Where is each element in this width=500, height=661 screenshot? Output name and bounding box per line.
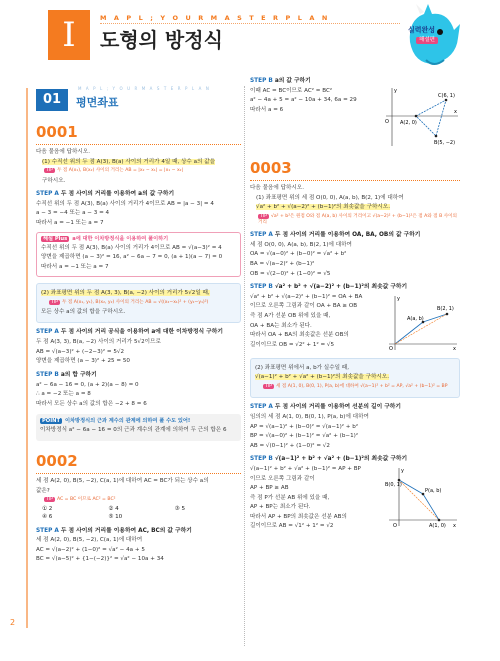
y-axis-label: y — [397, 295, 400, 302]
point-note-box — [36, 414, 241, 441]
right-column — [250, 72, 460, 533]
step-b-heading: STEP B a의 값 구하기 — [250, 78, 311, 84]
graph-points-abc — [380, 86, 460, 148]
step-a-heading: STEP A 두 점 사이의 거리를 이용하여 OA, BA, OB의 값 구하기 — [250, 232, 421, 239]
solution-line: OB = √(2−0)² + (1−0)² = √5 — [250, 270, 331, 277]
question-text-cont: 구하시오. — [42, 177, 66, 184]
y-axis-label: y — [401, 467, 404, 474]
origin-label: O — [385, 118, 389, 125]
solution-line: 따라서 AP + BP의 최솟값은 선분 AB의 — [250, 513, 347, 520]
question-expression: √(a−1)² + b² + √a² + (b−1)²의 최솟값을 구하시오. — [255, 374, 389, 381]
point-label-p: P(a, b) — [425, 487, 442, 494]
problem-number: 0001 — [36, 123, 78, 141]
problem-number: 0002 — [36, 451, 78, 470]
question-text: (2) 좌표평면 위의 두 점 A(3, 3), B(a, −2) 사이의 거리가 5√2일 때, — [41, 290, 210, 297]
choice-1: ① 2 — [42, 506, 53, 513]
origin-label: O — [389, 345, 393, 352]
solution-line: AC = √(a−2)² + (1−0)² = √a² − 4a + 5 — [36, 546, 145, 553]
question-text: (2) 좌표평면 위에서 a, b가 실수일 때, — [255, 364, 349, 371]
page-number: 2 — [10, 618, 16, 627]
point-note-heading: POINT 이차방정식의 근과 계수의 관계에 의하여 풀 수도 있어! — [42, 418, 191, 425]
solution-line: OA = √(a−0)² + (b−0)² = √a² + b² — [250, 251, 347, 258]
choice-3: ③ 5 — [174, 506, 186, 513]
step-a-heading: STEP A 두 점 사이의 거리 공식을 이용하여 a에 대한 이차방정식 구하기 — [36, 329, 223, 336]
hint-text: TIP 두 점 A(x₁), B(x₂) 사이의 거리는 AB = |x₂ − x₁| = |x₁ − x₂| — [46, 168, 184, 174]
question-expression: √a² + b² + √(a−2)² + (b−1)²의 최솟값을 구하시오. — [256, 204, 390, 211]
question-box — [36, 283, 241, 323]
solution-line: √(a−1)² + b² + √a² + (b−1)² = AP + BP — [250, 465, 361, 472]
solution-line: 세 점 O(0, 0), A(a, b), B(2, 1)에 대하여 — [250, 241, 352, 248]
solution-line: 따라서 a = −1 또는 a = 7 — [41, 263, 109, 270]
solution-line: 이므로 오른쪽 그림과 같이 — [250, 475, 315, 482]
problem-number: 0003 — [250, 158, 292, 177]
problem-divider — [36, 144, 241, 145]
problem-intro: 다음 물음에 답하시오. — [36, 149, 90, 156]
origin-label: O — [393, 522, 397, 529]
solution-line: a² − 4a + 5 = a² − 10a + 34, 6a = 29 — [250, 97, 357, 104]
choice-5: ⑤ 10 — [108, 514, 123, 521]
question-text: (1) 수직선 위의 두 점 A(3), B(a) 사이의 거리가 4일 때, 상수 a의 값을 — [42, 158, 216, 165]
chapter-title: 도형의 방정식 — [100, 28, 223, 52]
step-b-heading: STEP B a의 합 구하기 — [36, 371, 97, 378]
solution-line: 양변을 제곱하면 (a − 3)² = 16, a² − 6a − 7 = 0, (a + 1)(a − 7) = 0 — [41, 254, 223, 261]
solution-line: 이므로 오른쪽 그림과 같이 OA + BA ≥ OB — [250, 303, 358, 310]
solution-line: 즉 점 A가 선분 OB 위에 있을 때, — [250, 312, 331, 319]
solution-line: 즉 점 P가 선분 AB 위에 있을 때, — [250, 494, 330, 501]
badge-subtitle: 해설편 — [416, 37, 438, 44]
solution-line: 세 점 A(2, 0), B(5, −2), C(a, 1)에 대하여 — [36, 537, 143, 544]
question-text: 세 점 A(2, 0), B(5, −2), C(a, 1)에 대하여 AC = BC가 되는 상수 a의 — [36, 478, 209, 485]
solution-line: 길이이므로 AB = √1² + 1² = √2 — [250, 523, 334, 530]
section-number: 01 — [36, 89, 68, 111]
column-divider — [244, 86, 245, 646]
solution-line: a² − 6a − 16 = 0, (a + 2)(a − 8) = 0 — [36, 381, 139, 388]
point-label-a: A(a, b) — [407, 315, 424, 322]
solution-line: 따라서 a = −1 또는 a = 7 — [36, 219, 104, 226]
graph-oab — [385, 292, 459, 352]
solution-line: AP + BP ≥ AB — [250, 485, 289, 492]
step-a-heading: STEP A 두 점 사이의 거리를 이용하여 a의 값 구하기 — [36, 191, 175, 198]
solution-line: AB = √(a−3)² + (−2−3)² = 5√2 — [36, 348, 125, 355]
hint-text: TIP √a² + b²은 원점 O와 점 A(a, b) 사이의 거리이고 √(a−2)² + (b−1)²은 점 A와 점 B 사이의 거리 — [258, 213, 457, 225]
solution-line: AB = √(0−1)² + (1−0)² = √2 — [250, 442, 330, 449]
alternative-solution-box — [36, 232, 241, 278]
x-axis-label: x — [453, 345, 456, 352]
hint-text: TIP 두 점 A(x₁, y₁), B(x₂, y₂) 사이의 거리는 AB = √((x₂−x₁)² + (y₂−y₁)²) — [51, 299, 209, 305]
question-text: (1) 좌표평면 위의 세 점 O(0, 0), A(a, b), B(2, 1)에 대하여 — [256, 194, 404, 201]
solution-line: ∴ a = −2 또는 a = 8 — [36, 391, 91, 398]
solution-line: √a² + b² + √(a−2)² + (b−1)² = OA + BA — [250, 293, 363, 300]
point-label-b: B(2, 1) — [437, 305, 454, 312]
choice-4: ④ 6 — [42, 514, 53, 521]
solution-line: BC = √(a−5)² + {1−(−2)}² = √a² − 10a + 34 — [36, 556, 164, 563]
problem-divider — [36, 473, 241, 474]
hint-text: TIP 세 점 A(1, 0), B(0, 1), P(a, b)에 대하여 √(a−1)² + b² = AP, √a² + (b−1)² = BP — [265, 383, 448, 389]
point-label-c: C(6, 1) — [438, 92, 455, 99]
point-note-text: 이차방정식 a² − 6a − 16 = 0의 근과 계수의 관계에 의하여 두 근의 합은 6 — [40, 427, 227, 434]
step-b-heading: STEP B √(a−1)² + b² + √a² + (b−1)²의 최솟값 구하기 — [250, 456, 408, 463]
hint-text: TIP AC = BC 이므로 AC² = BC² — [46, 497, 116, 503]
solution-line: 따라서 OA + BA의 최솟값은 선분 OB의 — [250, 332, 349, 339]
alternative-solution-heading: 해설 Plus a에 대한 이차방정식을 이용하여 풀이하기 — [43, 235, 169, 242]
solution-line: AP = √(a−1)² + (b−0)² = √(a−1)² + b² — [250, 423, 359, 430]
left-column — [36, 88, 241, 566]
x-axis-label: x — [453, 522, 456, 529]
question-text-cont: 값은? — [36, 487, 50, 494]
point-label-b: B(5, −2) — [434, 139, 456, 146]
point-label-a: A(1, 0) — [429, 522, 446, 529]
solution-line: BA = √(a−2)² + (b−1)² — [250, 260, 315, 267]
question-text-cont: 모든 상수 a의 값의 합을 구하시오. — [41, 308, 126, 315]
chapter-header — [0, 0, 500, 72]
step-a-heading: STEP A 두 점 사이의 거리를 이용하여 AC, BC의 값 구하기 — [36, 527, 192, 534]
problem-intro: 다음 물음에 답하시오. — [250, 185, 304, 192]
header-divider — [100, 23, 400, 24]
step-a-heading: STEP A 두 점 사이의 거리를 이용하여 선분의 길이 구하기 — [250, 404, 401, 411]
choice-2: ② 4 — [108, 506, 119, 513]
point-label-b: B(0, 1) — [385, 481, 402, 488]
section-title: 평면좌표 — [76, 95, 119, 109]
page-margin-bar — [26, 88, 28, 628]
solution-line: 임의의 세 점 A(1, 0), B(0, 1), P(a, b)에 대하여 — [250, 413, 369, 420]
solution-line: 따라서 모든 상수 a의 값의 합은 −2 + 8 = 6 — [36, 400, 147, 407]
solution-line: 이때 AC = BC이므로 AC² = BC² — [250, 87, 333, 94]
y-axis-label: y — [394, 87, 397, 94]
solution-line: 양변을 제곱하면 (a − 3)² + 25 = 50 — [36, 358, 130, 365]
question-box — [250, 358, 460, 398]
section-brand: M A P L ; Y O U R M A S T E R P L A N — [78, 86, 211, 91]
solution-line: 길이이므로 OB = √2² + 1² = √5 — [250, 341, 335, 348]
section-header — [36, 88, 241, 112]
answer-choices — [42, 506, 241, 521]
solution-line: 따라서 a = 6 — [250, 106, 284, 113]
problem-divider — [250, 180, 460, 181]
solution-line: AP + BP는 최소가 된다. — [250, 504, 311, 511]
graph-abp — [385, 464, 459, 530]
chapter-roman-numeral: I — [48, 10, 90, 60]
x-axis-label: x — [454, 108, 457, 115]
solution-line: BP = √(a−0)² + (b−1)² = √a² + (b−1)² — [250, 433, 359, 440]
badge-title: 실력완성 — [408, 26, 436, 34]
point-label-a: A(2, 0) — [400, 119, 417, 126]
brand-tagline: M A P L ; Y O U R M A S T E R P L A N — [100, 14, 330, 22]
solution-line: 수직선 위의 두 점 A(3), B(a) 사이의 거리가 4이므로 AB = √(a−3)² = 4 — [41, 244, 222, 251]
solution-line: 두 점 A(3, 3), B(a, −2) 사이의 거리가 5√2이므로 — [36, 339, 161, 346]
solution-line: a − 3 = −4 또는 a − 3 = 4 — [36, 210, 110, 217]
solution-line: 수직선 위의 두 점 A(3), B(a) 사이의 거리가 4이므로 AB = |a − 3| = 4 — [36, 200, 214, 207]
solution-line: OA + BA는 최소가 된다. — [250, 322, 312, 329]
step-b-heading: STEP B √a² + b² + √(a−2)² + (b−1)²의 최솟값 구하기 — [250, 284, 408, 291]
